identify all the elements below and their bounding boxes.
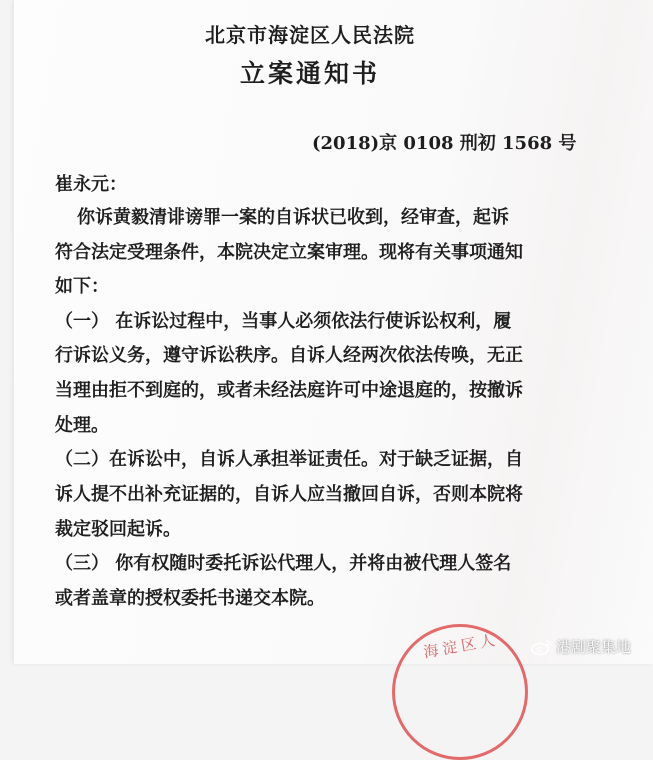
addressee: 崔永元：	[55, 174, 127, 195]
body-line: 诉人提不出补充证据的，自诉人应当撤回自诉，否则本院将	[55, 484, 523, 505]
body-line: 行诉讼义务，遵守诉讼秩序。自诉人经两次依法传唤，无正	[55, 345, 523, 366]
body-line: 当理由拒不到庭的，或者未经法庭许可中途退庭的，按撤诉	[55, 380, 523, 401]
body-line: （二）在诉讼中，自诉人承担举证责任。对于缺乏证据，自	[55, 449, 523, 470]
case-number: (2018)京 0108 刑初 1568 号	[312, 133, 577, 154]
watermark	[531, 636, 631, 657]
body-line: （三） 你有权随时委托诉讼代理人，并将由被代理人签名	[55, 553, 512, 574]
body-line: 你诉黄毅清诽谤罪一案的自诉状已收到，经审查，起诉	[77, 207, 509, 228]
body-line: 裁定驳回起诉。	[55, 519, 181, 540]
body-line: 处理。	[55, 415, 109, 436]
body-line: 或者盖章的授权委托书递交本院。	[55, 588, 325, 609]
court-name: 北京市海淀区人民法院	[205, 23, 415, 47]
body-line: （一） 在诉讼过程中，当事人必须依法行使诉讼权利，履	[55, 311, 512, 332]
document-title: 立案通知书	[239, 59, 380, 88]
watermark-text: 港剧聚集地	[556, 638, 632, 656]
weibo-icon	[531, 638, 553, 656]
body-line: 符合法定受理条件，本院决定立案审理。现将有关事项通知	[55, 242, 523, 263]
court-seal: 海淀区人	[392, 624, 528, 760]
body-line: 如下：	[55, 276, 109, 297]
